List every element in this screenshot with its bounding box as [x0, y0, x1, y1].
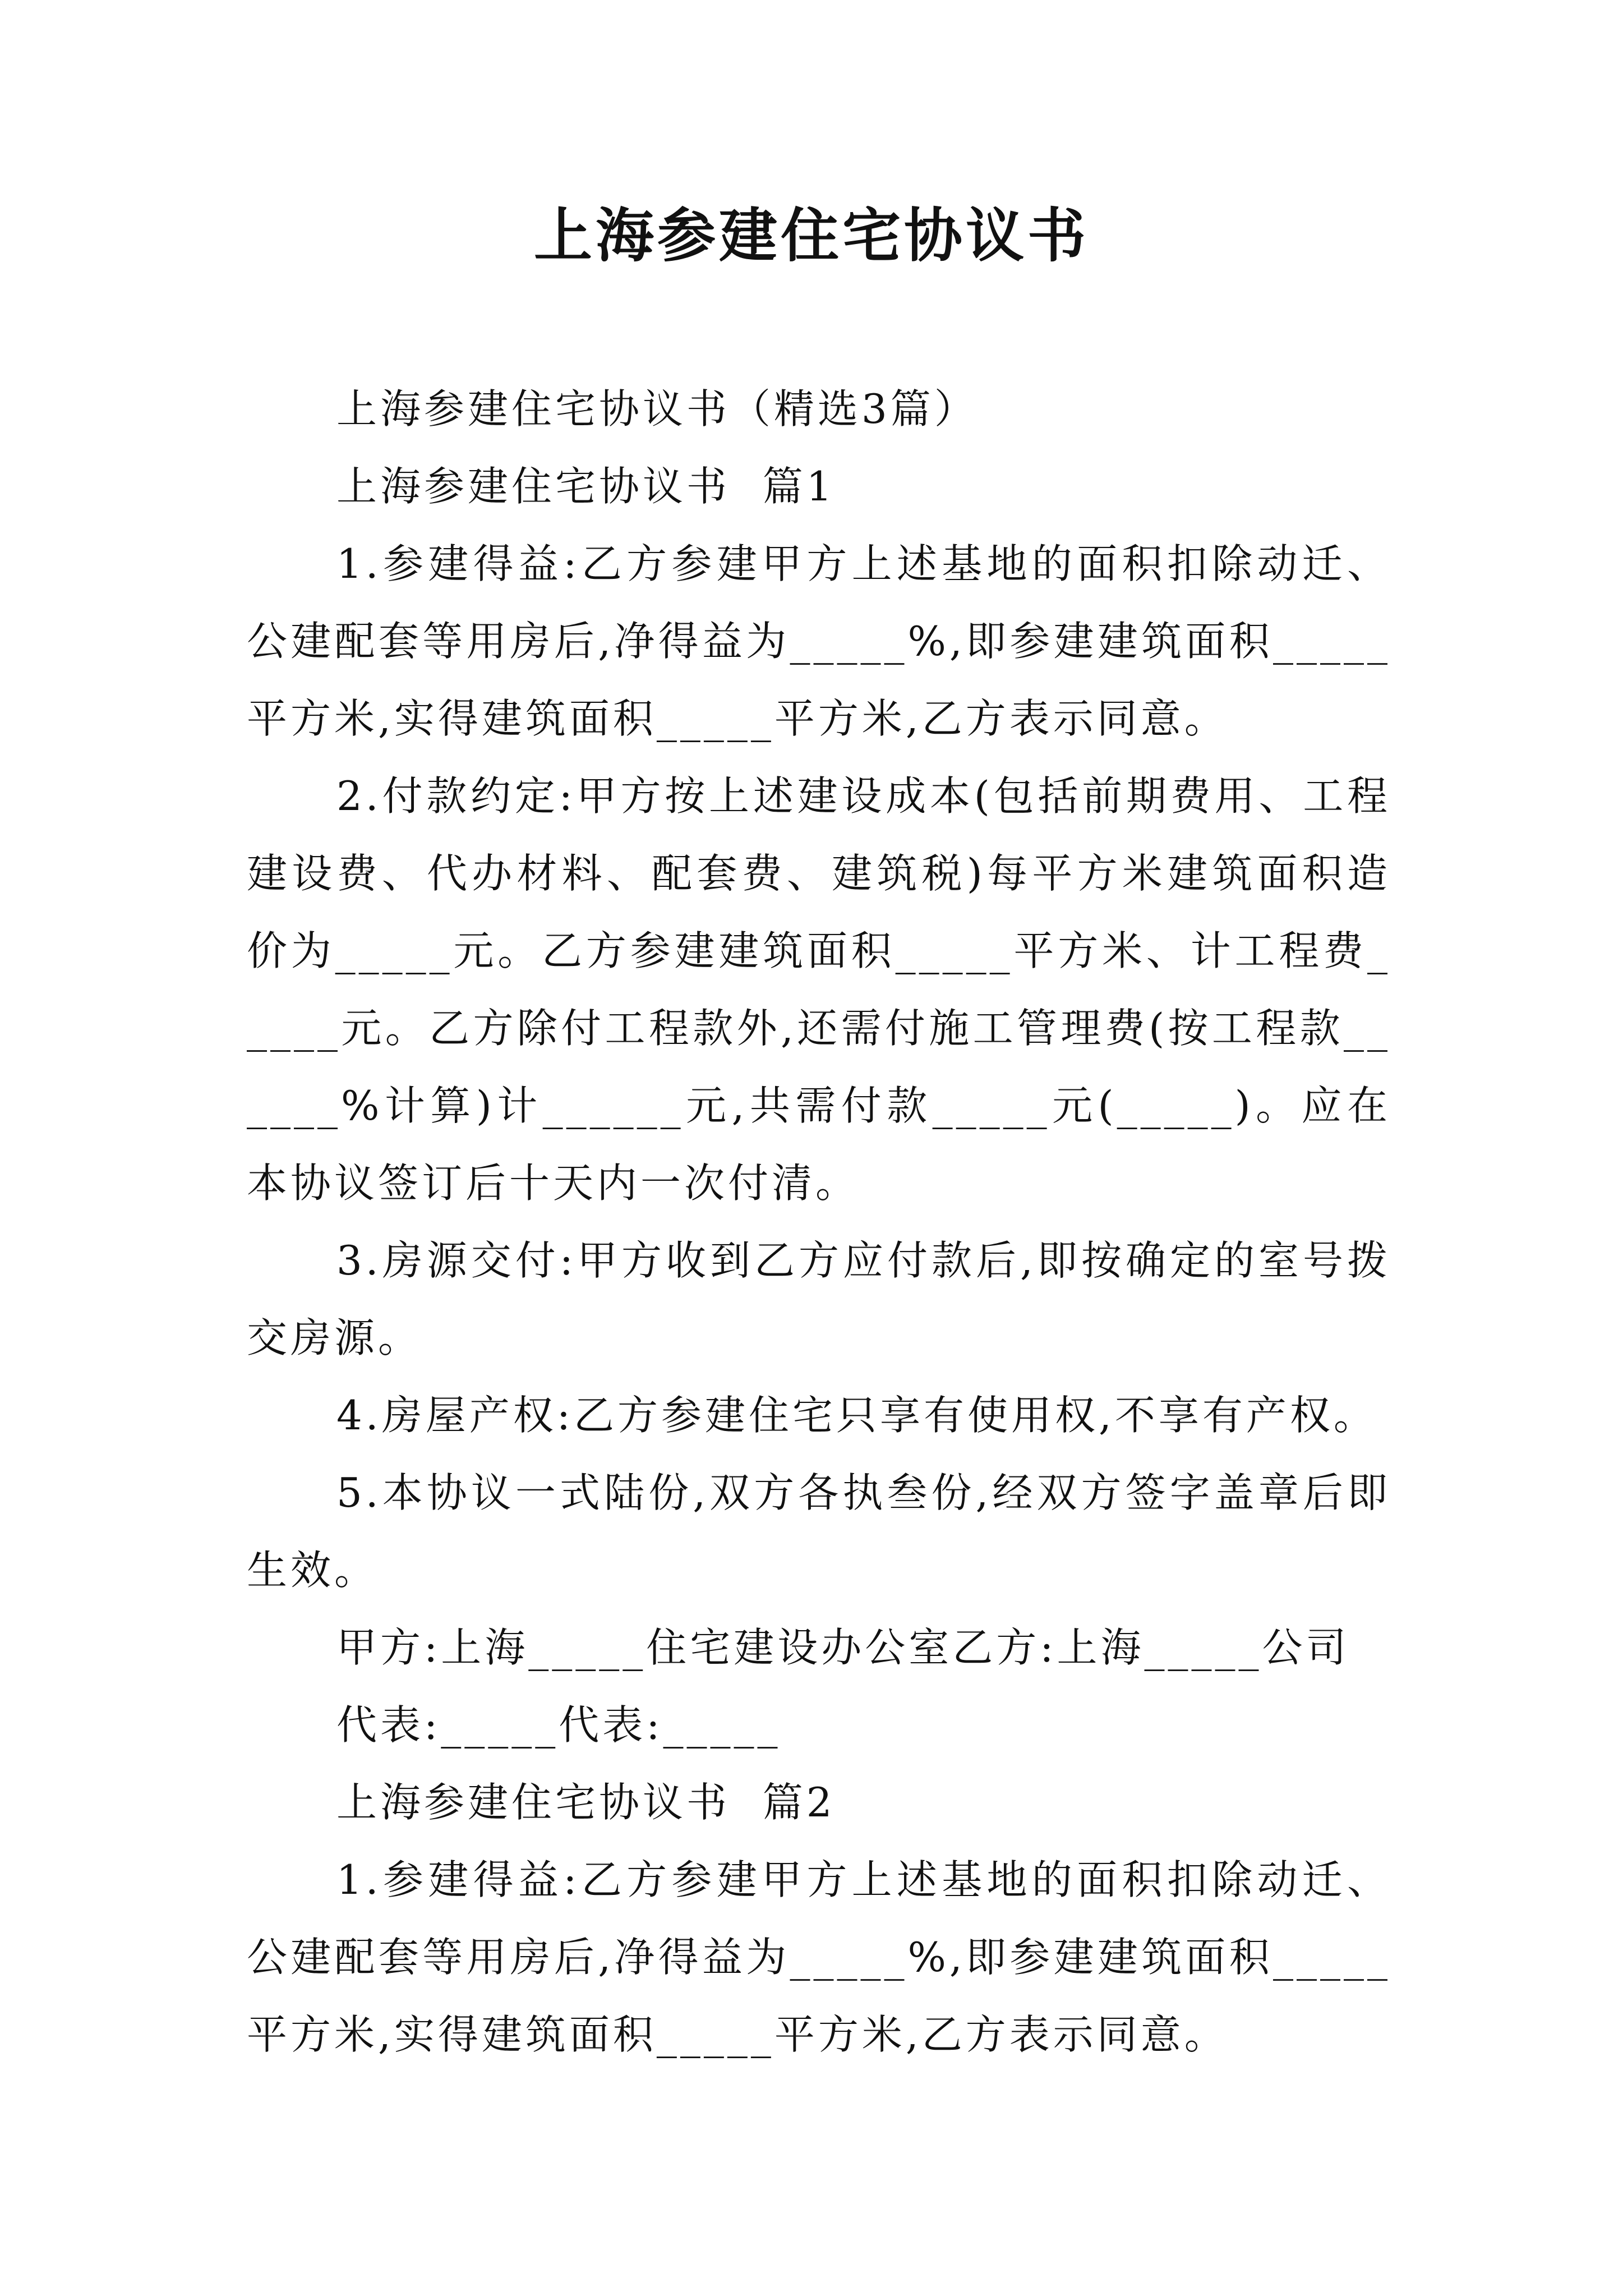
- clause-4-property-rights: 4.房屋产权:乙方参建住宅只享有使用权,不享有产权。: [336, 1392, 1377, 1439]
- representatives-line: 代表:_____代表:_____: [336, 1701, 781, 1749]
- document-title: 上海参建住宅协议书: [533, 201, 1089, 270]
- collection-heading: 上海参建住宅协议书（精选3篇）: [336, 385, 978, 432]
- section-heading-2: 上海参建住宅协议书 篇2: [336, 1779, 836, 1826]
- section-heading-1: 上海参建住宅协议书 篇1: [336, 463, 836, 510]
- document-body: [247, 370, 1391, 2073]
- clause-3-handover: 3.房源交付:甲方收到乙方应付款后,即按确定的室号拨交房源。: [247, 1237, 1391, 1361]
- clause-5-copies: 5.本协议一式陆份,双方各执叁份,经双方签字盖章后即生效。: [247, 1469, 1391, 1594]
- clause-2-payment: 2.付款约定:甲方按上述建设成本(包括前期费用、工程建设费、代办材料、配套费、建筑税)每平方米建筑面积造价为_____元。乙方参建建筑面积_____平方米、计工程费_____元。乙方除付工程款外,还需付施工管理费(按工程款______%计算)计______元,共需付款_____元(_____)。应在本协议签订后十天内一次付清。: [247, 772, 1391, 1207]
- parties-line: 甲方:上海_____住宅建设办公室乙方:上海_____公司: [336, 1624, 1350, 1671]
- clause-1-benefit-section-2: 1.参建得益:乙方参建甲方上述基地的面积扣除动迁、公建配套等用房后,净得益为_____%,即参建建筑面积_____平方米,实得建筑面积_____平方米,乙方表示同意。: [247, 1856, 1391, 2058]
- clause-1-benefit: 1.参建得益:乙方参建甲方上述基地的面积扣除动迁、公建配套等用房后,净得益为_____%,即参建建筑面积_____平方米,实得建筑面积_____平方米,乙方表示同意。: [247, 540, 1391, 742]
